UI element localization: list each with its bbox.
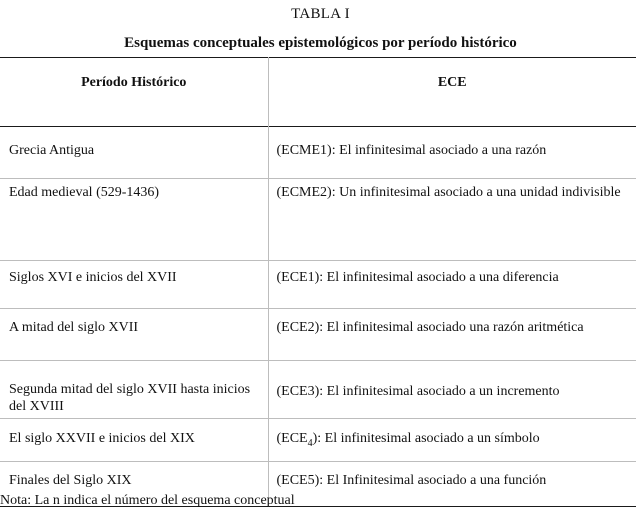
table-container [0,57,636,507]
table-row [0,419,636,462]
ece-text [277,425,637,457]
ece-text: (ECE3): El infinitesimal asociado a un incremento [276,384,560,399]
period-cell [0,419,268,462]
header-ece: ECE [268,58,636,127]
ece-cell [268,261,636,309]
period-cell [0,179,268,261]
ece-cell [268,309,636,361]
ece-cell [268,127,636,179]
ece-prefix: (ECE [276,431,308,446]
period-text: Finales del Siglo XIX [9,473,132,488]
table-header-row [0,58,636,127]
period-text: A mitad del siglo XVII [9,320,139,335]
period-cell [0,127,268,179]
table-row [0,261,636,309]
ece-text: (ECE2): El infinitesimal asociado una razón aritmética [276,320,584,335]
period-text: Edad medieval (529-1436) [9,185,160,200]
ece-table [0,57,636,507]
ece-text: (ECME1): El infinitesimal asociado a una razón [276,143,547,158]
period-cell [0,361,268,419]
period-cell [0,261,268,309]
ece-text: (ECE1): El infinitesimal asociado a una diferencia [276,270,559,285]
ece-cell [268,361,636,419]
ece-cell [268,462,636,507]
period-text: Siglos XVI e inicios del XVII [9,270,177,285]
table-note: Nota: La n indica el número del esquema conceptual [0,493,295,508]
table-subtitle: Esquemas conceptuales epistemológicos por período histórico [124,35,517,51]
table-row [0,179,636,261]
ece-cell [268,419,636,462]
table-title: TABLA I [291,6,350,22]
period-text: Grecia Antigua [9,143,95,158]
ece-suffix: ): El infinitesimal asociado a un símbolo [312,431,540,446]
period-text: Segunda mitad del siglo XVII hasta inicios del XVIII [9,382,251,414]
ece-cell [268,179,636,261]
table-row [0,309,636,361]
header-period: Período Histórico [81,75,187,90]
period-text: El siglo XXVII e inicios del XIX [9,431,195,446]
ece-subscript: 4 [307,437,313,449]
table-row [0,127,636,179]
ece-text: (ECME2): Un infinitesimal asociado a una unidad indivisible [276,185,621,200]
period-cell [0,309,268,361]
ece-text: (ECE5): El Infinitesimal asociado a una función [276,473,547,488]
table-row [0,361,636,419]
